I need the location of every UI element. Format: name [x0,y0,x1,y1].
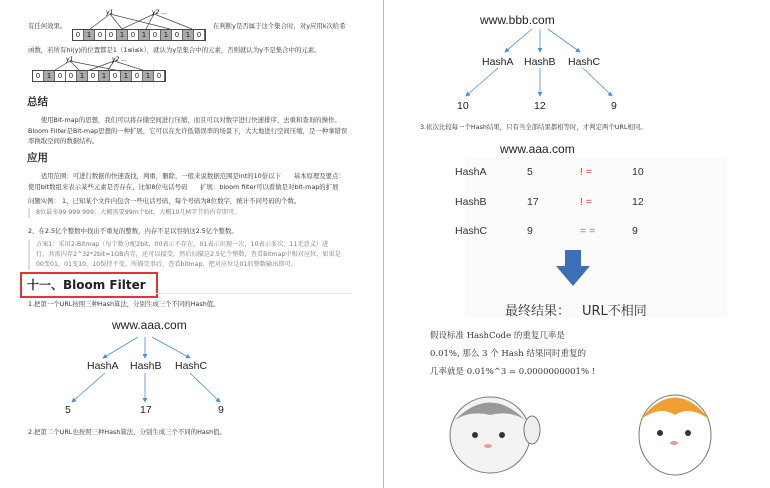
text-line: 3.依次比较每一个Hash结果，只有当全部结果都相等时，才判定两个URL相同。 [420,123,647,131]
text-line: 有任何效果。 [28,22,67,30]
bit-cell: 0 [33,71,44,81]
text-line: 1.把第一个URL按照三种Hash算法，分别生成三个不同的Hash值。 [28,300,220,308]
url-label: www.bbb.com [480,13,555,27]
hash-label: HashA [87,360,119,372]
svg-text:y1: y1 [66,56,74,63]
url-label: www.aaa.com [112,318,187,332]
compare-a: 5 [527,166,533,178]
bit-cell: 0 [132,71,143,81]
text-line: 率换取空间的数据结构。 [28,137,99,145]
hamster-gray-illustration [440,380,550,480]
bit-cell: 0 [88,71,99,81]
compare-name: HashB [455,196,487,208]
note-line: 假设标准 HashCode 的重复几率是 [430,331,565,341]
hash-label: HashB [524,56,556,68]
compare-a: 9 [527,225,533,237]
bit-cell: 0 [154,71,165,81]
bit-cell: 0 [73,30,84,40]
svg-text:y1: y1 [106,9,114,16]
bit-cell: 0 [55,71,66,81]
result-value: URL不相同 [582,304,647,319]
bit-cell: 0 [194,30,205,40]
hash-label: HashB [130,360,162,372]
section-title: 十一、Bloom Filter [27,278,146,292]
hash-label: HashC [568,56,601,68]
text-line: 使用Bit-map的思想，我们可以将存储空间进行压缩，而且可以对数字进行快速排序、去重和查询的操作。 [28,116,341,124]
comparison-panel [465,158,727,318]
bit-array [72,29,206,41]
bit-cell: 0 [66,71,77,81]
compare-op: ! = [580,196,592,208]
hash-value: 17 [140,404,152,416]
hash-value: 12 [534,100,546,112]
compare-b: 12 [632,196,644,208]
bit-cell: 1 [183,30,194,40]
section-rule [156,293,351,294]
compare-name: HashA [455,166,487,178]
text-line: 2、在2.5亿个整数中找出不重复的整数，内存不足以容纳这2.5亿个整数。 [28,227,238,235]
arrow-down-icon [556,250,590,286]
hash-arrows [0,330,383,420]
text-line: 函数，若所有hi(y)的位置都是1（1≤i≤k），就认为y是集合中的元素，否则就认为y不是集合中的元素。 [28,46,321,54]
hash-label: HashC [175,360,208,372]
compare-name: HashC [455,225,488,237]
bit-cell: 1 [117,30,128,40]
svg-text:y2 ...: y2 ... [112,56,127,63]
text-line: 在判断y是否属于这个集合时，对y应用k次哈希 [213,22,346,30]
hash-value: 5 [65,404,71,416]
text-line: 问题实例： 1、已知某个文件内包含一些电话号码，每个号码为8位数字，统计不同号码的个数。 [28,197,301,205]
hash-label: HashA [482,56,514,68]
bit-cell: 1 [139,30,150,40]
bit-array [32,70,166,82]
bit-cell: 0 [106,30,117,40]
hamster-orange-illustration [630,375,720,480]
bit-cell: 1 [84,30,95,40]
compare-op: ! = [580,166,592,178]
bit-cell: 1 [143,71,154,81]
quote-line: 行，共需内存2^32*2bit=1GB内存，还可以接受。然后扫描这2.5亿个整数，查看Bitmap中相对应位，如果是 [36,251,341,258]
bit-cell: 0 [95,30,106,40]
blockquote: 8位最多99 999 999，大概需要99m个bit，大概10几M字节的内存即可。 [28,208,241,218]
bit-cell: 1 [44,71,55,81]
text-line: 使用bit数组来表示某些元素是否存在，比如8位电话号码 扩展：bloom filter可以看做是对bit-map的扩展 [28,183,339,191]
text-line: 2.把第二个URL也按照三种Hash算法，分别生成三个不同的Hash值。 [28,428,226,436]
text-line: Bloom Fliter是Bit-map思想的一种扩展，它可以在允许低错误率的场景下，大大地进行空间压缩，是一种拿错误 [28,127,348,135]
heading-application: 应用 [27,152,48,164]
url-label: www.aaa.com [500,142,575,156]
text-line: 适用范围：可进行数据的快速查找，判重，删除，一般来说数据范围是int的10倍以下 基本原理及要点： [28,172,345,180]
hash-value: 9 [218,404,224,416]
blockquote [28,240,341,270]
hash-value: 9 [611,100,617,112]
quote-line: 方案1：采用2-Bitmap（每个数分配2bit，00表示不存在，01表示出现一次，10表示多次，11无意义）进 [36,241,329,248]
note-line: 0.01%, 那么 3 个 Hash 结果同时重复的 [430,349,586,359]
compare-a: 17 [527,196,539,208]
bit-cell: 0 [128,30,139,40]
result-label: 最终结果： [505,304,571,319]
bit-cell: 1 [161,30,172,40]
compare-b: 9 [632,225,638,237]
quote-line: 00变01，01变10，10保持不变。所描完事后，查看bitmap，把对应位是01的整数输出即可。 [36,261,297,268]
heading-summary: 总结 [27,96,48,108]
compare-op: = = [580,225,596,237]
page-divider [383,0,384,488]
bit-cell: 0 [172,30,183,40]
bit-cell: 0 [150,30,161,40]
bit-cell: 0 [110,71,121,81]
note-line: 几率就是 0.01%^3 = 0.0000000001% ! [430,367,596,377]
compare-b: 10 [632,166,644,178]
hash-value: 10 [457,100,469,112]
bit-cell: 1 [121,71,132,81]
bit-cell: 1 [99,71,110,81]
probability-note [430,327,595,381]
bit-cell: 1 [77,71,88,81]
svg-text:y2 ...: y2 ... [152,9,167,16]
